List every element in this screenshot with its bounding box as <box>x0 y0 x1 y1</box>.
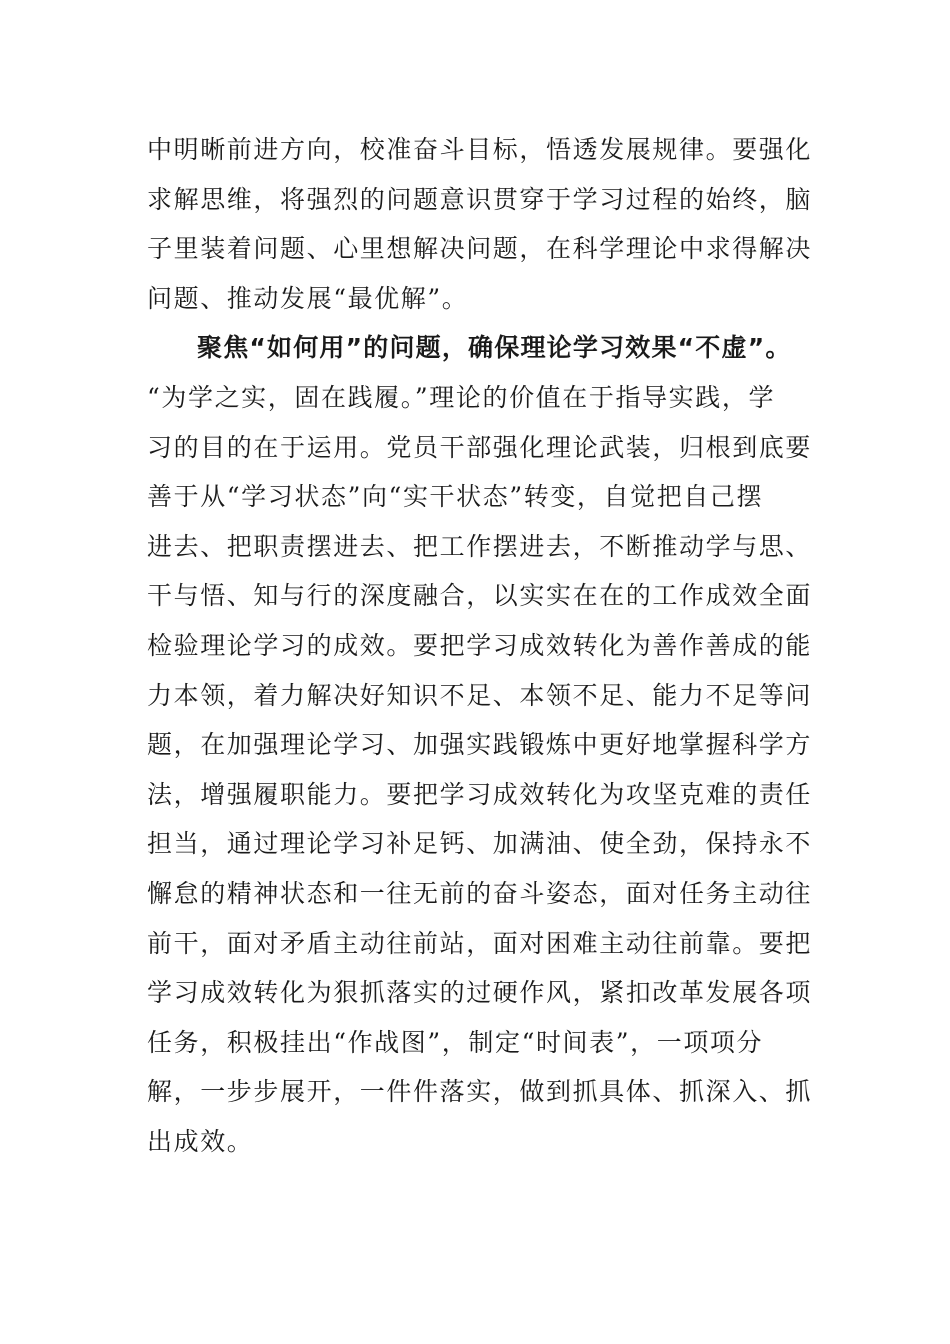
text-line: 子里装着问题、心里想解决问题，在科学理论中求得解决 <box>147 234 813 264</box>
text-line: 干与悟、知与行的深度融合，以实实在在的工作成效全面 <box>147 581 813 611</box>
paragraph-section <box>147 323 813 1166</box>
text-line: 中明晰前进方向，校准奋斗目标，悟透发展规律。要强化 <box>147 135 813 164</box>
text-line: 前干，面对矛盾主动往前站，面对困难主动往前靠。要把 <box>147 928 813 958</box>
section-heading-text: 聚焦“如何用”的问题，确保理论学习效果“不虚”。 <box>197 333 792 363</box>
text-line: 题，在加强理论学习、加强实践锻炼中更好地掌握科学方 <box>147 730 813 760</box>
text-line: 法，增强履职能力。要把学习成效转化为攻坚克难的责任 <box>147 779 813 809</box>
text-line: 解，一步步展开，一件件落实，做到抓具体、抓深入、抓 <box>147 1077 813 1107</box>
section-heading <box>147 323 807 373</box>
paragraph-continuation <box>147 125 813 323</box>
text-line: 力本领，着力解决好知识不足、本领不足、能力不足等问 <box>147 680 813 710</box>
text-line: 检验理论学习的成效。要把学习成效转化为善作善成的能 <box>147 630 813 660</box>
text-line: 善于从“学习状态”向“实干状态”转变，自觉把自己摆 <box>147 482 764 512</box>
text-line: 习的目的在于运用。党员干部强化理论武装，归根到底要 <box>147 432 813 462</box>
text-line: “为学之实，固在践履。”理论的价值在于指导实践，学 <box>147 382 776 412</box>
text-line: 进去、把职责摆进去、把工作摆进去，不断推动学与思、 <box>147 531 813 561</box>
text-line: 懈怠的精神状态和一往无前的奋斗姿态，面对任务主动往 <box>147 878 813 908</box>
text-line: 求解思维，将强烈的问题意识贯穿于学习过程的始终，脑 <box>147 184 813 214</box>
text-line: 出成效。 <box>147 1126 254 1156</box>
body-text <box>147 125 813 1166</box>
text-line: 任务，积极挂出“作战图”，制定“时间表”，一项项分 <box>147 1027 764 1057</box>
text-line: 问题、推动发展“最优解”。 <box>147 283 469 313</box>
text-line: 学习成效转化为狠抓落实的过硬作风，紧扣改革发展各项 <box>147 978 813 1008</box>
text-line: 担当，通过理论学习补足钙、加满油、使全劲，保持永不 <box>147 829 813 859</box>
